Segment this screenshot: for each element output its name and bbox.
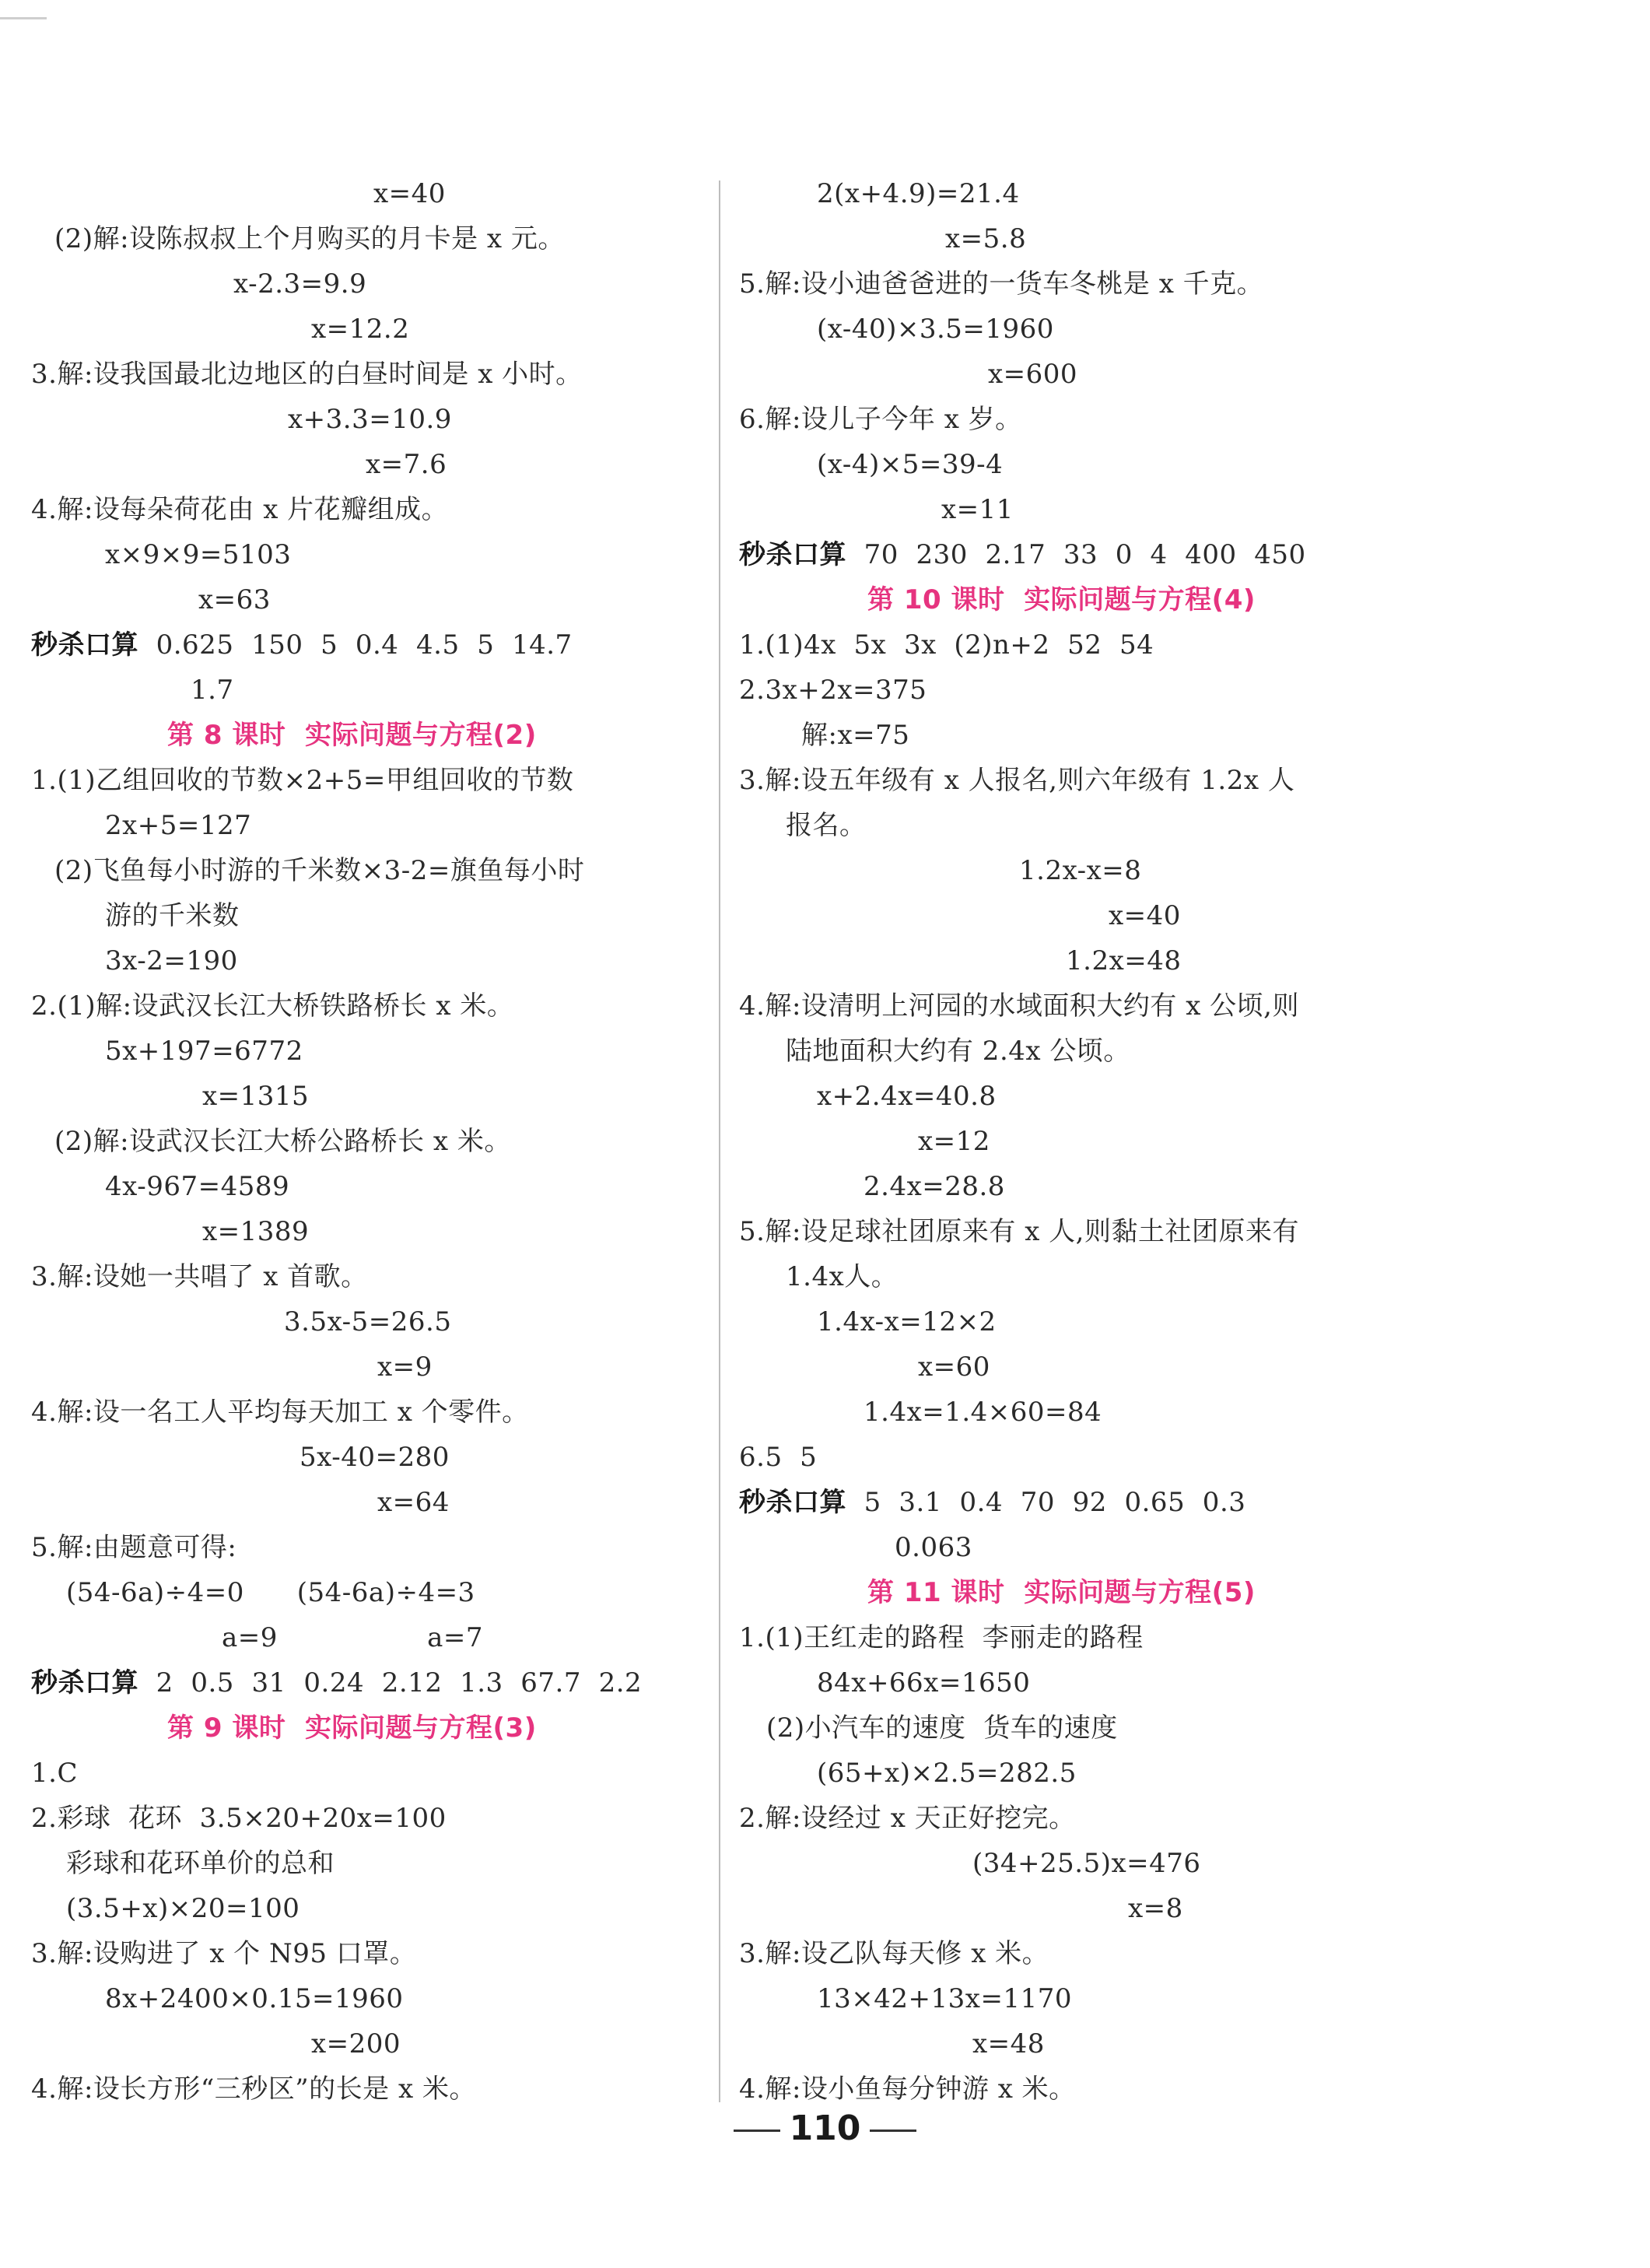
mental-math-answers: 70 230 2.17 33 0 4 400 450 — [846, 539, 1306, 570]
answer-line: 1.(1)乙组回收的节数×2+5=甲组回收的节数 — [31, 765, 574, 796]
answer-line: 1.2x=48 — [1066, 945, 1182, 976]
answer-line: 4.解:设清明上河园的水域面积大约有 x 公顷,则 — [739, 990, 1299, 1022]
answer-line: (54-6a)÷4=0 (54-6a)÷4=3 — [66, 1577, 475, 1608]
answer-line: 13×42+13x=1170 — [817, 1983, 1072, 2014]
answer-line: 84x+66x=1650 — [817, 1667, 1031, 1698]
answer-line: 6.解:设儿子今年 x 岁。 — [739, 404, 1022, 435]
answer-line: 2.3x+2x=375 — [739, 675, 927, 706]
answer-line: 5x+197=6772 — [105, 1036, 303, 1067]
mental-math-label: 秒杀口算 — [31, 629, 138, 661]
answer-line: 3.解:设她一共唱了 x 首歌。 — [31, 1261, 368, 1292]
mental-math-label: 秒杀口算 — [31, 1667, 138, 1698]
answer-line: (2)飞鱼每小时游的千米数×3-2=旗鱼每小时 — [54, 855, 585, 886]
answer-line: (2)解:设武汉长江大桥公路桥长 x 米。 — [54, 1126, 511, 1157]
answer-line: 2.(1)解:设武汉长江大桥铁路桥长 x 米。 — [31, 990, 514, 1022]
answer-line: 5.解:设足球社团原来有 x 人,则黏土社团原来有 — [739, 1216, 1299, 1247]
answer-line: 1.C — [31, 1758, 78, 1789]
answer-line: 2(x+4.9)=21.4 — [817, 178, 1020, 209]
answer-line: 4.解:设每朵荷花由 x 片花瓣组成。 — [31, 494, 449, 525]
answer-line: 解:x=75 — [801, 720, 910, 751]
answer-line: a=9 a=7 — [222, 1622, 484, 1653]
answer-line: (x-40)×3.5=1960 — [817, 314, 1054, 345]
answer-line: 4.解:设小鱼每分钟游 x 米。 — [739, 2073, 1076, 2105]
answer-line: 1.4x人。 — [786, 1261, 899, 1292]
answer-line: 5x-40=280 — [300, 1442, 450, 1473]
answer-line: 5.解:由题意可得: — [31, 1532, 237, 1563]
answer-line: 0.063 — [895, 1532, 972, 1563]
answer-line: 报名。 — [786, 810, 867, 841]
answer-line: x=1315 — [202, 1081, 310, 1112]
answer-line: x=40 — [373, 178, 446, 209]
answer-line: 4x-967=4589 — [105, 1171, 290, 1202]
answer-line: 1.2x-x=8 — [1019, 855, 1142, 886]
answer-line: x=600 — [988, 359, 1078, 390]
answer-line: 3x-2=190 — [105, 945, 238, 976]
answer-line: (x-4)×5=39-4 — [817, 449, 1004, 480]
answer-line: x=1389 — [202, 1216, 310, 1247]
answer-line: 2.彩球 花环 3.5×20+20x=100 — [31, 1803, 447, 1834]
answer-line: x=12 — [918, 1126, 990, 1157]
column-divider — [719, 181, 720, 2102]
answer-line: 1.7 — [191, 675, 234, 706]
answer-line: 4.解:设长方形“三秒区”的长是 x 米。 — [31, 2073, 476, 2105]
answer-line: 3.解:设五年级有 x 人报名,则六年级有 1.2x 人 — [739, 765, 1295, 796]
mental-math-answers: 2 0.5 31 0.24 2.12 1.3 67.7 2.2 — [138, 1667, 643, 1698]
answer-line: x=40 — [1109, 900, 1181, 931]
answer-line: 3.解:设乙队每天修 x 米。 — [739, 1938, 1049, 1969]
answer-line: 1.4x-x=12×2 — [817, 1306, 997, 1337]
answer-line: x=11 — [941, 494, 1014, 525]
mental-math-answers: 5 3.1 0.4 70 92 0.65 0.3 — [846, 1487, 1246, 1518]
section-heading: 第 9 课时 实际问题与方程(3) — [167, 1712, 537, 1744]
answer-line: x+3.3=10.9 — [288, 404, 452, 435]
answer-line: x=8 — [1128, 1893, 1183, 1924]
section-heading: 第 11 课时 实际问题与方程(5) — [867, 1577, 1256, 1608]
top-rule — [0, 17, 47, 19]
section-heading: 第 10 课时 实际问题与方程(4) — [867, 584, 1256, 615]
answer-line: (2)小汽车的速度 货车的速度 — [766, 1712, 1118, 1744]
answer-line: x=63 — [198, 584, 271, 615]
answer-line: 1.4x=1.4×60=84 — [864, 1397, 1102, 1428]
mental-math-label: 秒杀口算 — [739, 1487, 846, 1518]
answer-line: 8x+2400×0.15=1960 — [105, 1983, 404, 2014]
answer-line: 彩球和花环单价的总和 — [66, 1848, 335, 1879]
answer-line: 陆地面积大约有 2.4x 公顷。 — [786, 1036, 1130, 1067]
section-heading: 第 8 课时 实际问题与方程(2) — [167, 720, 537, 751]
mental-math-line — [31, 1660, 642, 1705]
answer-line: 3.5x-5=26.5 — [284, 1306, 452, 1337]
answer-line: 2x+5=127 — [105, 810, 252, 841]
answer-line: (65+x)×2.5=282.5 — [817, 1758, 1077, 1789]
answer-line: x=64 — [377, 1487, 450, 1518]
answer-line: 1.(1)4x 5x 3x (2)n+2 52 54 — [739, 629, 1154, 661]
mental-math-answers: 0.625 150 5 0.4 4.5 5 14.7 — [138, 629, 573, 661]
mental-math-label: 秒杀口算 — [739, 539, 846, 570]
answer-line: x=12.2 — [311, 314, 410, 345]
answer-line: x=5.8 — [945, 223, 1027, 254]
answer-line: x=9 — [377, 1351, 433, 1383]
answer-line: (3.5+x)×20=100 — [66, 1893, 300, 1924]
page-number — [0, 2109, 1650, 2148]
answer-line: 1.(1)王红走的路程 李丽走的路程 — [739, 1622, 1144, 1653]
answer-line: x=48 — [972, 2028, 1045, 2059]
answer-line: 5.解:设小迪爸爸进的一货车冬桃是 x 千克。 — [739, 268, 1264, 300]
mental-math-line — [31, 622, 573, 668]
answer-line: x×9×9=5103 — [105, 539, 292, 570]
answer-line: x=200 — [311, 2028, 401, 2059]
answer-line: 2.解:设经过 x 天正好挖完。 — [739, 1803, 1076, 1834]
answer-line: x-2.3=9.9 — [233, 268, 367, 300]
mental-math-line — [739, 1480, 1245, 1525]
answer-line: x+2.4x=40.8 — [817, 1081, 997, 1112]
answer-line: x=7.6 — [366, 449, 447, 480]
answer-line: x=60 — [918, 1351, 990, 1383]
answer-line: (34+25.5)x=476 — [972, 1848, 1201, 1879]
answer-line: 游的千米数 — [105, 900, 240, 931]
answer-line: 2.4x=28.8 — [864, 1171, 1005, 1202]
answer-line: 4.解:设一名工人平均每天加工 x 个零件。 — [31, 1397, 529, 1428]
page-number-text: 110 — [789, 2109, 861, 2148]
answer-line: 6.5 5 — [739, 1442, 818, 1473]
mental-math-line — [739, 532, 1306, 577]
answer-line: 3.解:设购进了 x 个 N95 口罩。 — [31, 1938, 417, 1969]
answer-line: (2)解:设陈叔叔上个月购买的月卡是 x 元。 — [54, 223, 565, 254]
answer-line: 3.解:设我国最北边地区的白昼时间是 x 小时。 — [31, 359, 583, 390]
